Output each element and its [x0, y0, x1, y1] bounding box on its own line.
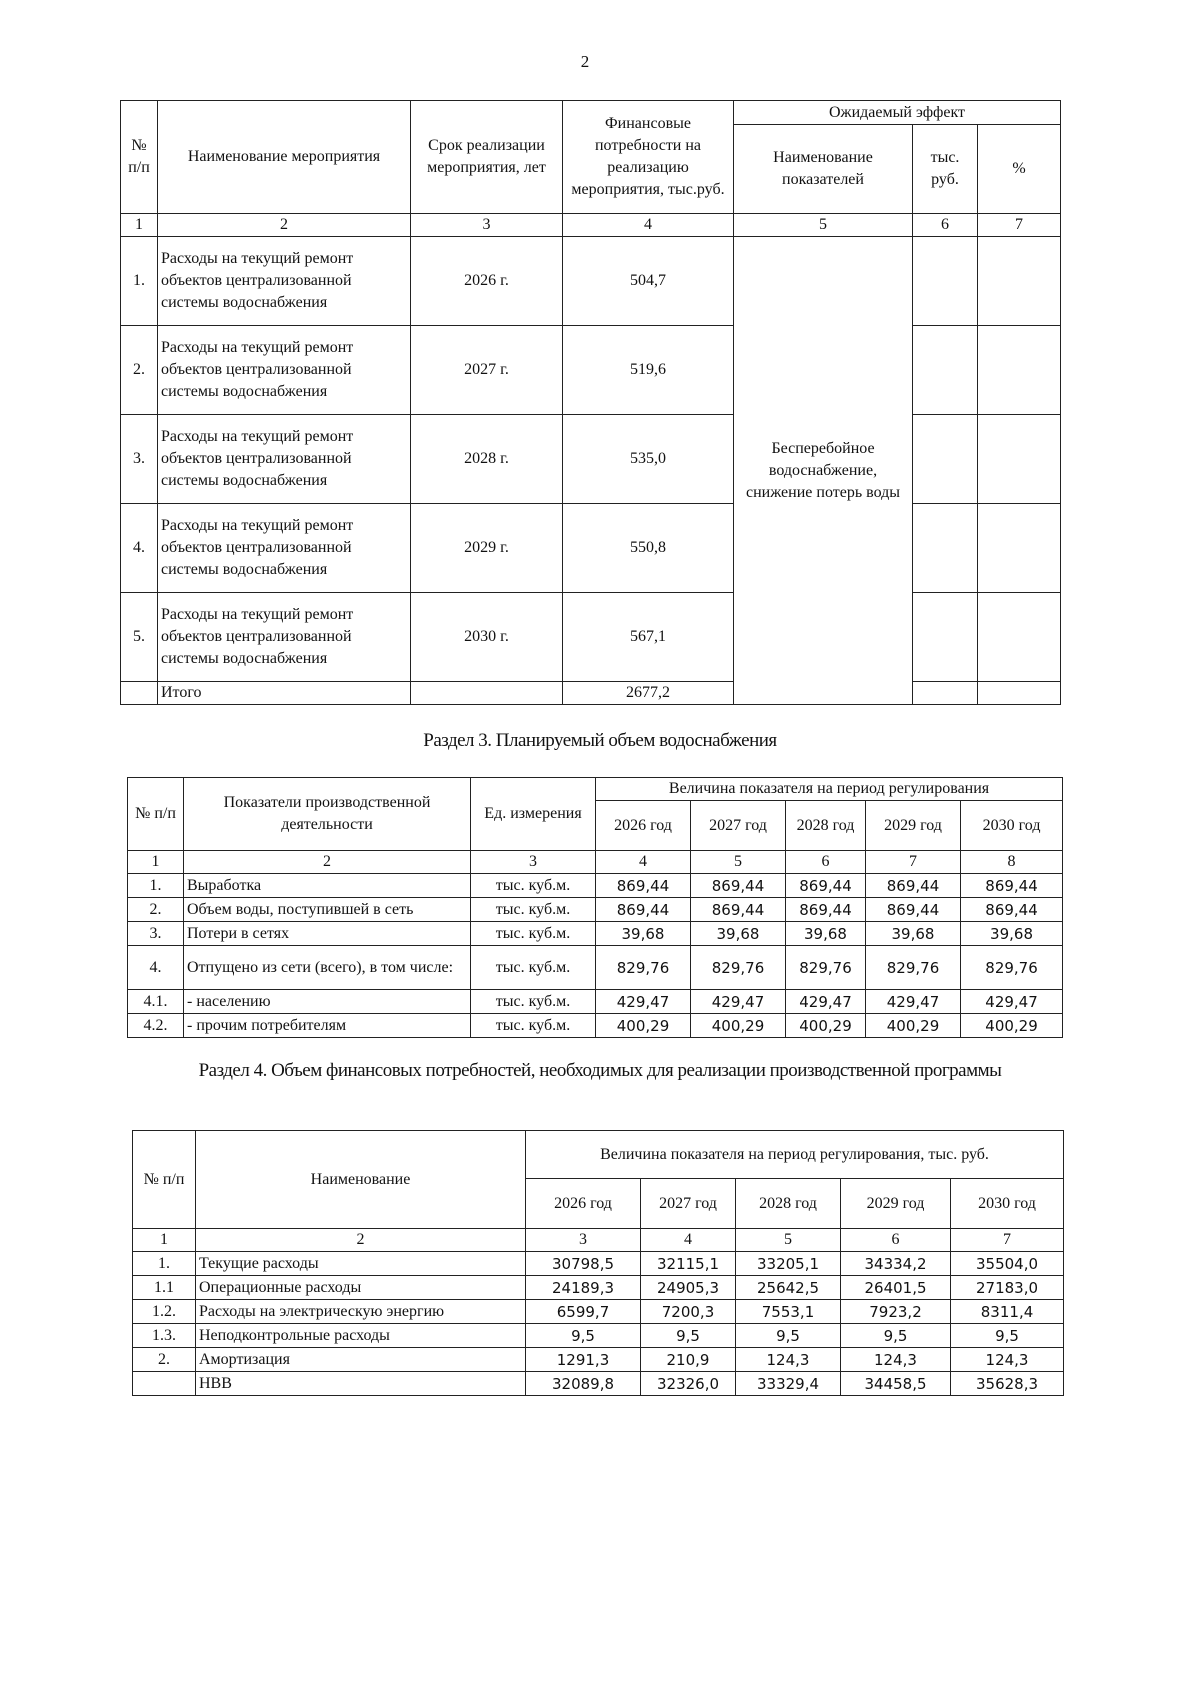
column-number: 2 — [184, 851, 471, 874]
finance-value: 567,1 — [563, 593, 734, 682]
total-row — [121, 682, 1061, 705]
value-cell: 34334,2 — [841, 1252, 951, 1276]
value-cell: 35504,0 — [951, 1252, 1064, 1276]
value-cell: 9,5 — [951, 1324, 1064, 1348]
finance-value: 519,6 — [563, 326, 734, 415]
table-row — [128, 1014, 1063, 1038]
column-number: 1 — [121, 214, 158, 237]
effect-percent — [978, 326, 1061, 415]
header-no: № п/п — [128, 778, 184, 851]
row-number: 2. — [128, 898, 184, 922]
table-row — [133, 1300, 1064, 1324]
activity-name: Расходы на текущий ремонт объектов централизованной системы водоснабжения — [158, 326, 411, 415]
table-row — [133, 1324, 1064, 1348]
value-cell: 7553,1 — [736, 1300, 841, 1324]
value-cell: 869,44 — [961, 898, 1063, 922]
header-no: № п/п — [121, 101, 158, 214]
total-value: 2677,2 — [563, 682, 734, 705]
table-row — [133, 1252, 1064, 1276]
table-row — [121, 326, 1061, 415]
total-label: Итого — [158, 682, 411, 705]
effect-thous — [913, 326, 978, 415]
value-cell: 32115,1 — [641, 1252, 736, 1276]
activity-name: Расходы на текущий ремонт объектов централизованной системы водоснабжения — [158, 593, 411, 682]
value-cell: 429,47 — [691, 990, 786, 1014]
value-cell: 39,68 — [691, 922, 786, 946]
value-cell: 869,44 — [596, 898, 691, 922]
value-cell: 9,5 — [526, 1324, 641, 1348]
value-cell: 869,44 — [866, 874, 961, 898]
row-number: 4. — [121, 504, 158, 593]
value-cell: 35628,3 — [951, 1372, 1064, 1396]
value-cell: 869,44 — [786, 898, 866, 922]
effect-thous — [913, 415, 978, 504]
indicator-name: НВВ — [196, 1372, 526, 1396]
effect-percent — [978, 504, 1061, 593]
value-cell: 829,76 — [596, 946, 691, 990]
header-unit: Ед. измерения — [471, 778, 596, 851]
value-cell: 210,9 — [641, 1348, 736, 1372]
table-row — [133, 1348, 1064, 1372]
term: 2030 г. — [411, 593, 563, 682]
value-cell: 32089,8 — [526, 1372, 641, 1396]
table-row — [133, 1276, 1064, 1300]
row-number: 3. — [128, 922, 184, 946]
term: 2026 г. — [411, 237, 563, 326]
column-number: 5 — [691, 851, 786, 874]
effect-thous — [913, 504, 978, 593]
row-number: 4.1. — [128, 990, 184, 1014]
value-cell: 400,29 — [596, 1014, 691, 1038]
activity-name: Расходы на текущий ремонт объектов централизованной системы водоснабжения — [158, 504, 411, 593]
header-period: Величина показателя на период регулирования — [596, 778, 1063, 801]
row-number: 1.2. — [133, 1300, 196, 1324]
table-row — [128, 922, 1063, 946]
year-header: 2028 год — [786, 801, 866, 851]
header-name: Наименование мероприятия — [158, 101, 411, 214]
effect-percent — [978, 415, 1061, 504]
value-cell: 429,47 — [866, 990, 961, 1014]
value-cell: 829,76 — [786, 946, 866, 990]
table-row — [121, 593, 1061, 682]
row-number: 1.3. — [133, 1324, 196, 1348]
term: 2027 г. — [411, 326, 563, 415]
value-cell: 400,29 — [786, 1014, 866, 1038]
table-row — [121, 237, 1061, 326]
column-number: 2 — [158, 214, 411, 237]
value-cell: 1291,3 — [526, 1348, 641, 1372]
column-number: 7 — [978, 214, 1061, 237]
effect-thous — [913, 237, 978, 326]
value-cell: 124,3 — [951, 1348, 1064, 1372]
header-percent: % — [978, 125, 1061, 214]
indicator-name: Потери в сетях — [184, 922, 471, 946]
value-cell: 400,29 — [691, 1014, 786, 1038]
indicator-name: Текущие расходы — [196, 1252, 526, 1276]
table-row — [128, 990, 1063, 1014]
unit: тыс. куб.м. — [471, 874, 596, 898]
value-cell: 429,47 — [596, 990, 691, 1014]
value-cell: 6599,7 — [526, 1300, 641, 1324]
value-cell: 124,3 — [841, 1348, 951, 1372]
unit: тыс. куб.м. — [471, 946, 596, 990]
indicator-name: Неподконтрольные расходы — [196, 1324, 526, 1348]
value-cell: 869,44 — [691, 898, 786, 922]
column-number: 3 — [526, 1229, 641, 1252]
column-number: 6 — [913, 214, 978, 237]
finance-value: 535,0 — [563, 415, 734, 504]
value-cell: 429,47 — [786, 990, 866, 1014]
value-cell: 39,68 — [866, 922, 961, 946]
column-number: 8 — [961, 851, 1063, 874]
row-number: 5. — [121, 593, 158, 682]
value-cell: 7200,3 — [641, 1300, 736, 1324]
header-name: Показатели производственной деятельности — [184, 778, 471, 851]
year-header: 2029 год — [866, 801, 961, 851]
column-number: 1 — [133, 1229, 196, 1252]
value-cell: 33329,4 — [736, 1372, 841, 1396]
header-effect: Ожидаемый эффект — [734, 101, 1061, 125]
column-number: 4 — [596, 851, 691, 874]
table-row — [121, 415, 1061, 504]
row-number: 1.1 — [133, 1276, 196, 1300]
page-number: 2 — [580, 52, 590, 71]
unit: тыс. куб.м. — [471, 922, 596, 946]
table-row — [128, 898, 1063, 922]
year-header: 2026 год — [596, 801, 691, 851]
row-number: 1. — [121, 237, 158, 326]
value-cell: 869,44 — [961, 874, 1063, 898]
row-number: 1. — [133, 1252, 196, 1276]
year-header: 2026 год — [526, 1179, 641, 1229]
effect-percent — [978, 237, 1061, 326]
row-number: 4. — [128, 946, 184, 990]
year-header: 2027 год — [641, 1179, 736, 1229]
total-empty — [913, 682, 978, 705]
row-number: 4.2. — [128, 1014, 184, 1038]
section3-title: Раздел 3. Планируемый объем водоснабжения — [423, 730, 777, 751]
value-cell: 429,47 — [961, 990, 1063, 1014]
activities-table — [120, 100, 1061, 705]
indicator-name: Расходы на электрическую энергию — [196, 1300, 526, 1324]
effect-indicator: Бесперебойное водоснабжение, снижение потерь воды — [734, 237, 913, 705]
indicator-name: Амортизация — [196, 1348, 526, 1372]
column-number: 2 — [196, 1229, 526, 1252]
header-indicator: Наименование показателей — [734, 125, 913, 214]
value-cell: 32326,0 — [641, 1372, 736, 1396]
term: 2029 г. — [411, 504, 563, 593]
table-row — [133, 1372, 1064, 1396]
column-number: 4 — [563, 214, 734, 237]
total-no — [121, 682, 158, 705]
value-cell: 34458,5 — [841, 1372, 951, 1396]
table-row — [128, 874, 1063, 898]
column-number: 5 — [734, 214, 913, 237]
activity-name: Расходы на текущий ремонт объектов централизованной системы водоснабжения — [158, 237, 411, 326]
column-number: 6 — [841, 1229, 951, 1252]
row-number: 3. — [121, 415, 158, 504]
indicator-name: - прочим потребителям — [184, 1014, 471, 1038]
value-cell: 869,44 — [866, 898, 961, 922]
header-term: Срок реализации мероприятия, лет — [411, 101, 563, 214]
value-cell: 869,44 — [691, 874, 786, 898]
indicator-name: Отпущено из сети (всего), в том числе: — [184, 946, 471, 990]
value-cell: 33205,1 — [736, 1252, 841, 1276]
value-cell: 39,68 — [786, 922, 866, 946]
year-header: 2029 год — [841, 1179, 951, 1229]
header-name: Наименование — [196, 1131, 526, 1229]
header-thous: тыс. руб. — [913, 125, 978, 214]
value-cell: 9,5 — [841, 1324, 951, 1348]
header-no: № п/п — [133, 1131, 196, 1229]
value-cell: 39,68 — [961, 922, 1063, 946]
value-cell: 869,44 — [786, 874, 866, 898]
total-empty — [978, 682, 1061, 705]
value-cell: 26401,5 — [841, 1276, 951, 1300]
year-header: 2027 год — [691, 801, 786, 851]
value-cell: 27183,0 — [951, 1276, 1064, 1300]
row-number — [133, 1372, 196, 1396]
finance-value: 550,8 — [563, 504, 734, 593]
indicator-name: Операционные расходы — [196, 1276, 526, 1300]
indicator-name: - населению — [184, 990, 471, 1014]
value-cell: 24189,3 — [526, 1276, 641, 1300]
column-number: 7 — [866, 851, 961, 874]
finance-table — [132, 1130, 1064, 1396]
effect-percent — [978, 593, 1061, 682]
value-cell: 8311,4 — [951, 1300, 1064, 1324]
column-number: 3 — [471, 851, 596, 874]
section4-title: Раздел 4. Объем финансовых потребностей, необходимых для реализации производственной программы — [198, 1060, 1002, 1081]
unit: тыс. куб.м. — [471, 898, 596, 922]
total-term — [411, 682, 563, 705]
water-volume-table — [127, 777, 1063, 1038]
column-number: 1 — [128, 851, 184, 874]
value-cell: 7923,2 — [841, 1300, 951, 1324]
row-number: 2. — [121, 326, 158, 415]
column-number: 5 — [736, 1229, 841, 1252]
indicator-name: Объем воды, поступившей в сеть — [184, 898, 471, 922]
column-number: 7 — [951, 1229, 1064, 1252]
column-number: 6 — [786, 851, 866, 874]
header-period: Величина показателя на период регулирования, тыс. руб. — [526, 1131, 1064, 1179]
year-header: 2030 год — [951, 1179, 1064, 1229]
value-cell: 9,5 — [641, 1324, 736, 1348]
value-cell: 829,76 — [961, 946, 1063, 990]
value-cell: 829,76 — [691, 946, 786, 990]
indicator-name: Выработка — [184, 874, 471, 898]
column-number: 3 — [411, 214, 563, 237]
year-header: 2030 год — [961, 801, 1063, 851]
value-cell: 25642,5 — [736, 1276, 841, 1300]
value-cell: 39,68 — [596, 922, 691, 946]
unit: тыс. куб.м. — [471, 990, 596, 1014]
header-finance: Финансовые потребности на реализацию мероприятия, тыс.руб. — [563, 101, 734, 214]
table-row — [128, 946, 1063, 990]
finance-value: 504,7 — [563, 237, 734, 326]
column-number: 4 — [641, 1229, 736, 1252]
row-number: 2. — [133, 1348, 196, 1372]
value-cell: 9,5 — [736, 1324, 841, 1348]
year-header: 2028 год — [736, 1179, 841, 1229]
table-row — [121, 504, 1061, 593]
value-cell: 124,3 — [736, 1348, 841, 1372]
unit: тыс. куб.м. — [471, 1014, 596, 1038]
value-cell: 400,29 — [961, 1014, 1063, 1038]
row-number: 1. — [128, 874, 184, 898]
value-cell: 829,76 — [866, 946, 961, 990]
activity-name: Расходы на текущий ремонт объектов централизованной системы водоснабжения — [158, 415, 411, 504]
value-cell: 24905,3 — [641, 1276, 736, 1300]
value-cell: 400,29 — [866, 1014, 961, 1038]
effect-thous — [913, 593, 978, 682]
term: 2028 г. — [411, 415, 563, 504]
value-cell: 869,44 — [596, 874, 691, 898]
value-cell: 30798,5 — [526, 1252, 641, 1276]
